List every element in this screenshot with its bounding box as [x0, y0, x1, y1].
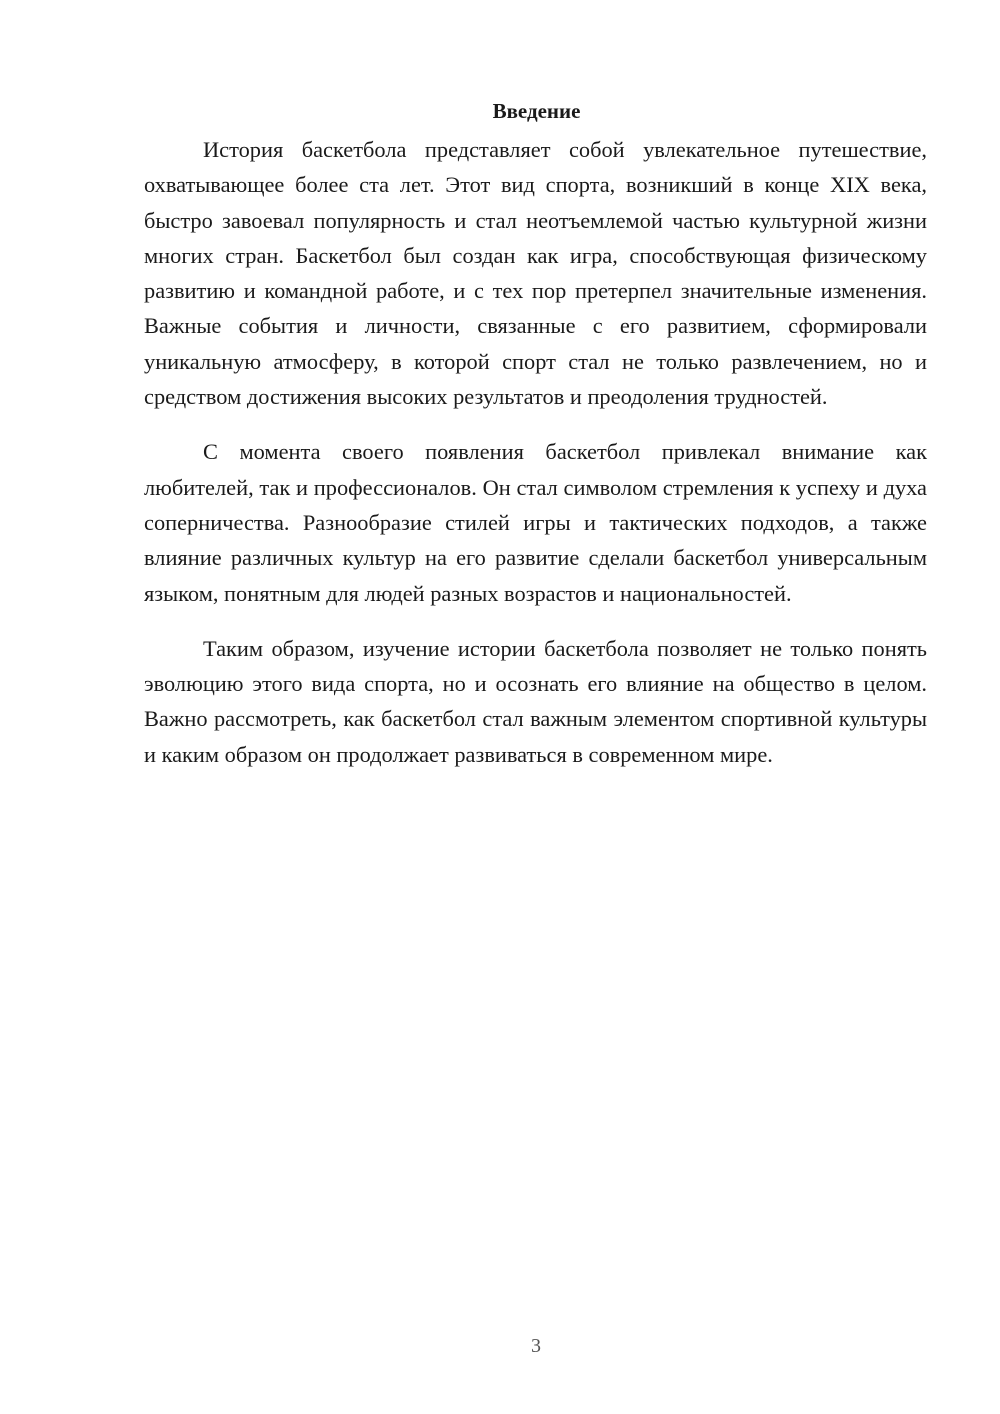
page-number: 3	[531, 1335, 541, 1357]
page-content	[144, 96, 927, 792]
paragraph-2: С момента своего появления баскетбол привлекал внимание как любителей, так и профессионалов. Он стал символом стремления к успеху и духа соперничества. Разнообразие стилей игры и тактических подходов, а также влияние различных культур на его развитие сделали баскетбол универсальным языком, понятным для людей разных возрастов и национальностей.	[144, 439, 927, 606]
section-title: Введение	[492, 99, 581, 123]
paragraph-3: Таким образом, изучение истории баскетбола позволяет не только понять эволюцию этого вида спорта, но и осознать его влияние на общество в целом. Важно рассмотреть, как баскетбол стал важным элементом спортивной культуры и каким образом он продолжает развиваться в современном мире.	[144, 635, 927, 767]
paragraph-1: История баскетбола представляет собой увлекательное путешествие, охватывающее более ста лет. Этот вид спорта, возникший в конце XIX века, быстро завоевал популярность и стал неотъемлемой частью культурной жизни многих стран. Баскетбол был создан как игра, способствующая физическому развитию и командной работе, и с тех пор претерпел значительные изменения. Важные события и личности, связанные с его развитием, сформировали уникальную атмосферу, в которой спорт стал не только развлечением, но и средством достижения высоких результатов и преодоления трудностей.	[144, 137, 927, 410]
